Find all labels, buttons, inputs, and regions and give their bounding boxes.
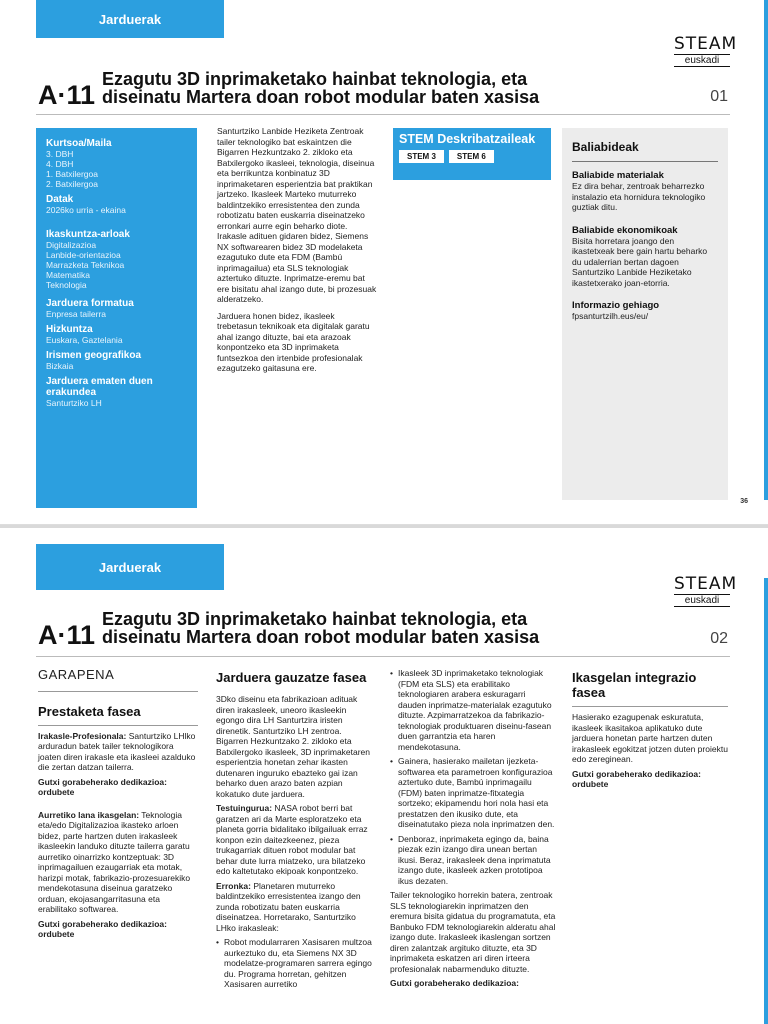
- info-label: Datak: [46, 194, 74, 205]
- stem-title: STEM Deskribatzaileak: [399, 132, 536, 146]
- page-edge-bar: [764, 0, 768, 500]
- section-tab: Jarduerak: [36, 544, 224, 590]
- section-tab: Jarduerak: [36, 0, 224, 38]
- info-value: Santurtziko LH: [46, 398, 102, 408]
- info-irismen: [46, 350, 187, 371]
- paragraph-label: Aurretiko lana ikasgelan:: [38, 809, 140, 820]
- info-formatua: [46, 298, 187, 319]
- execution-list: [390, 668, 556, 886]
- context-paragraph: [216, 803, 374, 877]
- info-value: 4. DBH: [46, 159, 74, 169]
- column-integration: [572, 670, 728, 794]
- info-value: 3. DBH: [46, 149, 74, 159]
- stem-tags: [399, 150, 545, 163]
- challenge-paragraph: [216, 881, 374, 934]
- info-value: 1. Batxilergoa: [46, 169, 98, 179]
- activity-info-panel: [36, 128, 197, 508]
- classwork-paragraph: [38, 810, 198, 915]
- material-resources-text: Ez dira behar, zentroak beharrezko instalazio eta hornidura teknologiko guztiak ditu.: [572, 181, 706, 212]
- info-label: Jarduera ematen duen erakundea: [46, 376, 153, 398]
- column-execution: [216, 670, 374, 994]
- more-info-link[interactable]: fpsanturtzilh.eus/eu/: [572, 311, 649, 321]
- stem-descriptors-box: [393, 128, 551, 180]
- logo-main-text: STEAM: [674, 34, 738, 54]
- stem-tag: STEM 6: [449, 150, 494, 163]
- resources-panel: [562, 128, 728, 500]
- info-label: Kurtsoa/Maila: [46, 138, 112, 149]
- activity-title: Ezagutu 3D inprimaketako hainbat teknologia, eta diseinatu Martera doan robot modular baten xasisa: [102, 69, 540, 107]
- list-item: • Gainera, hasierako mailetan ijezketa-softwarea eta parametroen konfigurazioa aztertuko dute, Bambú inprimagailu (FDM) baten inprimatze-fitxategia sortzeko; ekipamendu hori nola hasi eta prestatzen den ikusiko dute, eta diseinatutako pieza nola inprimatzen den.: [390, 756, 556, 830]
- info-value: 2. Batxilergoa: [46, 179, 98, 189]
- dedication-note: Gutxi gorabeherako dedikazioa: ordubete: [38, 776, 167, 797]
- info-label: Jarduera formatua: [46, 298, 134, 309]
- page-number: 02: [710, 630, 728, 647]
- description-paragraph: Jarduera honen bidez, ikasleek trebetasun teknikoak eta digitalak garatu ahal izango dituzte, bai eta arazoak konpontzeko eta 3D inprimaketa funtsezkoa den irtenbide profesionalak ezagutzeko gaitasuna ere.: [217, 310, 370, 373]
- info-value: Marrazketa Teknikoa: [46, 260, 125, 270]
- economic-resources-text: Bisita horretara joango den ikastetxeak bere gain hartu beharko du udalerrian bertan dagoen Santurtziko Lanbide Heziketako ikastetxerako joan-etorria.: [572, 235, 708, 288]
- info-value: Matematika: [46, 270, 90, 280]
- info-arloak: [46, 229, 187, 290]
- paragraph-label: Irakasle-Profesionala:: [38, 730, 127, 741]
- info-label: Ikaskuntza-arloak: [46, 229, 130, 240]
- logo-sub-text: euskadi: [674, 54, 730, 67]
- page-number: 01: [710, 88, 728, 105]
- list-item: • Robot modularraren Xasisaren multzoa aurkeztuko du, eta Siemens NX 3D modelatze-programaren sarrera egingo du. Programa horretan, gehitzen Xasisaren aurretiko: [216, 937, 374, 990]
- info-value: Bizkaia: [46, 361, 74, 371]
- challenge-list: [216, 937, 374, 990]
- info-value: Enpresa tailerra: [46, 309, 107, 319]
- resources-title: Baliabideak: [572, 140, 718, 162]
- info-label: Irismen geografikoa: [46, 350, 142, 361]
- integration-heading: Ikasgelan integrazio fasea: [572, 670, 728, 707]
- steam-euskadi-logo: [674, 574, 738, 607]
- logo-main-text: STEAM: [674, 574, 738, 594]
- info-value: Digitalizazioa: [46, 240, 97, 250]
- paragraph-text: Planetaren muturreko baldintzekiko erresistentea izango den zunda robotizatu baten euskarria diseinatzea. Horretarako, Santurtziko LHko irakasleak:: [216, 880, 361, 933]
- column-preparation: [38, 667, 198, 944]
- list-item: • Denboraz, inprimaketa egingo da, baina piezak ezin izango dira unean bertan ikusi. Beraz, irakasleek dena inprimatuta izango dute, ikasleek azken prototipoa ikus dezaten.: [390, 834, 556, 887]
- info-value: Teknologia: [46, 280, 87, 290]
- page-edge-bar: [764, 578, 768, 1024]
- material-resources-heading: Baliabide materialak: [572, 170, 664, 181]
- paragraph-label: Testuingurua:: [216, 803, 273, 813]
- info-value: Euskara, Gaztelania: [46, 335, 123, 345]
- logo-sub-text: euskadi: [674, 594, 730, 607]
- activity-description: [217, 126, 377, 380]
- integration-paragraph: Hasierako ezagupenak eskuratuta, ikasleek ikasitakoa aplikatuko dute jarduera honetan parte hartzen duten irakasleek egokitzat jotzen duten proiektu edo zereginean.: [572, 712, 728, 764]
- column-execution-continued: [390, 668, 556, 993]
- economic-resources-heading: Baliabide ekonomikoak: [572, 224, 678, 236]
- execution-heading: Jarduera gauzatze fasea: [216, 670, 367, 685]
- info-value: Lanbide-orientazioa: [46, 250, 121, 260]
- execution-paragraph: 3Dko diseinu eta fabrikazioan adituak diren irakasleek, uneoro ikasleekin egongo dira LH Santurtzira iristen direnetik. Santurtziko LH zentroa. Bigarren Hezkuntzako 2. zikloko eta Batxilergoko ikasleek, 3D inprimaketaren esperientzia honetan zehar ikasten dutenaren inguruko ebazteko gai izan beharko duen arazo baten azpian kokatuko dute jarduera.: [216, 694, 371, 799]
- info-label: Hizkuntza: [46, 324, 93, 335]
- teacher-paragraph: [38, 731, 198, 773]
- visit-paragraph: Tailer teknologiko horrekin batera, zentroak SLS teknologiarekin inprimatzen den eremura bisita gidatua du programatuta, eta Banbuko FDM teknologiarekin alderatu ahal izango dute. Irakasleek ikaslengan sortzen diren zalantzak argituko dituzte, eta 3D inprimaketa eskatzen ari diren irteera profesionalak nabarmenduko dituzte.: [390, 890, 556, 974]
- dedication-note: Gutxi gorabeherako dedikazioa: ordubete: [38, 918, 167, 939]
- preparation-heading: Prestaketa fasea: [38, 704, 198, 726]
- footer-page-number: 36: [740, 498, 748, 505]
- paragraph-label: Erronka:: [216, 880, 251, 891]
- paragraph-text: Teknologia eta/edo Digitalizazioa ikasteko arloen bidez, parte hartzen duten irakasleek ikasleekin landuko dituzte tailerra garatu aurretiko oinarrizko kontzeptuak: 3D inprimagailuen ezaugarriak eta motak, harizpi motak, fabrikazio-prozesuarekiko mendekotasuna diseinua garatzeko orduan, ekojasangarritasuna eta erabilitako softwarea.: [38, 809, 191, 914]
- page-2: [0, 528, 768, 1024]
- stem-tag: STEM 3: [399, 150, 444, 163]
- activity-code: A·11: [38, 80, 96, 110]
- description-paragraph: Santurtziko Lanbide Heziketa Zentroak tailer teknologiko bat eskaintzen die Bigarren Hezkuntzako 2. zikloko eta Batxilergoko ikasleei, teknologia, diseinua eta berrikuntza konbinatuz 3D inprimaketaren esperientzia bat praktikan jartzeko. Ikasleek Marteko muturreko baldintzekiko erresistentea den zunda robotizatu baten euskarria diseinatzeko erronkari aurre egin beharko diote. Irakasle adituen gidaren bidez, Siemens NX softwarearen bidez 3D modelaketa ezagutuko dute eta FDM (Bambú inprimagailua) eta SLS teknologiak aztertuko dituzte. Inprimatze-eremu bat ere bisitatu ahal izango dute, bi prozesuak alderatzeko.: [217, 126, 377, 304]
- activity-code: A·11: [38, 620, 96, 650]
- development-label: GARAPENA: [38, 670, 198, 692]
- info-datak: [46, 194, 187, 215]
- info-hizkuntza: [46, 324, 187, 345]
- activity-title: Ezagutu 3D inprimaketako hainbat teknologia, eta diseinatu Martera doan robot modular baten xasisa: [102, 609, 540, 647]
- steam-euskadi-logo: [674, 34, 738, 67]
- title-divider: [36, 114, 730, 115]
- info-erakundea: [46, 376, 187, 408]
- title-divider: [36, 656, 730, 657]
- paragraph-text: Santurtziko LHlko arduradun batek tailer teknologikora joaten diren irakasle eta ikasleei azalduko die zertan datzan tailerra.: [38, 730, 196, 772]
- list-item: • Ikasleek 3D inprimaketako teknologiak (FDM eta SLS) eta erabilitako teknologiaren arabera eskuragarri dauden inprimatze-materialak ezagutuko dituzte. Azpimarratzekoa da fabrikazio-teknologiak produktuaren diseinu-fasean duen garrantzia eta haren mendekotasuna.: [390, 668, 556, 752]
- dedication-note: Gutxi gorabeherako dedikazioa:: [390, 978, 519, 988]
- info-kurtsoa: [46, 138, 187, 189]
- more-info-heading: Informazio gehiago: [572, 300, 660, 311]
- paragraph-text: NASA robot berri bat garatzen ari da Marte esploratzeko eta planeta gorria bidalitako ibilgailuak erraz konpon ezin daitezkeenez, pieza trukagarriak dituen robot modular bat behar dute lurra miatzeko, ura bilatzeko edo kaltetutako ekipoak konpontzeko.: [216, 803, 368, 876]
- info-value: 2026ko urria - ekaina: [46, 205, 126, 215]
- dedication-note: Gutxi gorabeherako dedikazioa: ordubete: [572, 768, 701, 789]
